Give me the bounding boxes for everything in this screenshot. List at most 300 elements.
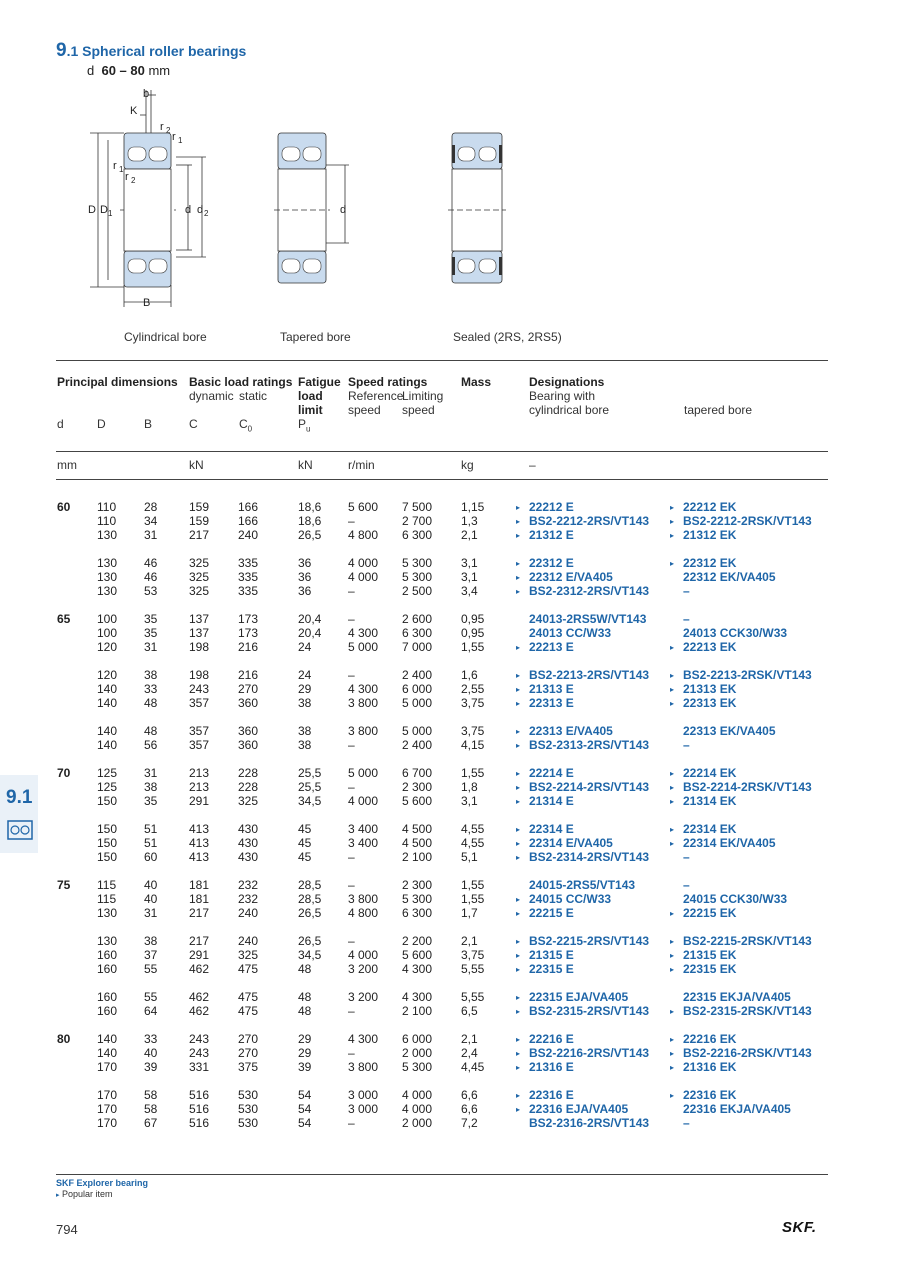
popular-marker: ▸: [516, 517, 521, 526]
cell-sr: –: [348, 850, 355, 864]
svg-text:1: 1: [178, 136, 183, 145]
cell-B: 39: [144, 1060, 158, 1074]
cell-B: 35: [144, 626, 158, 640]
cell-sl: 5 300: [402, 1060, 433, 1074]
designation-text: 22313 E/VA405: [529, 724, 613, 738]
cell-m: 0,95: [461, 612, 485, 626]
cell-tapered-designation: [670, 990, 791, 1004]
designation-text: 22212 EK: [683, 500, 737, 514]
cell-B: 33: [144, 682, 158, 696]
cell-C0: 325: [238, 948, 259, 962]
cell-m: 1,3: [461, 514, 478, 528]
cell-sl: 4 500: [402, 836, 433, 850]
cell-D: 140: [97, 696, 118, 710]
popular-marker: ▸: [516, 573, 521, 582]
cell-C0: 475: [238, 962, 259, 976]
designation-text: 21315 EK: [683, 948, 737, 962]
designation-text: BS2-2212-2RS/VT143: [529, 514, 650, 528]
cell-cylindrical-designation: [516, 682, 574, 697]
cell-C0: 530: [238, 1088, 259, 1102]
cell-B: 48: [144, 724, 158, 738]
hdr-reference: Reference: [348, 389, 404, 403]
cell-tapered-designation: [670, 696, 736, 711]
svg-text:1: 1: [119, 165, 124, 174]
cell-B: 33: [144, 1032, 158, 1046]
cell-B: 40: [144, 892, 158, 906]
cell-tapered-designation: [670, 1102, 791, 1116]
popular-marker: ▸: [516, 587, 521, 596]
cell-D: 130: [97, 934, 118, 948]
cell-C: 357: [189, 738, 210, 752]
hdr-limiting: Limiting: [402, 389, 444, 403]
cell-B: 35: [144, 794, 158, 808]
cell-Pu: 20,4: [298, 626, 322, 640]
designation-text: 22315 EJA/VA405: [529, 990, 629, 1004]
cell-B: 28: [144, 500, 158, 514]
cell-sl: 4 300: [402, 962, 433, 976]
sealed-bearing-drawing: [445, 85, 525, 295]
hdr-dynamic: dynamic: [189, 389, 234, 403]
cell-C: 217: [189, 934, 210, 948]
table-row: [0, 738, 900, 752]
cell-sl: 2 100: [402, 1004, 433, 1018]
cell-D: 170: [97, 1116, 118, 1130]
cell-Pu: 18,6: [298, 500, 322, 514]
cell-tapered-designation: [670, 1032, 736, 1047]
cell-cylindrical-designation: [516, 906, 574, 921]
cell-sr: –: [348, 780, 355, 794]
cell-B: 40: [144, 878, 158, 892]
cell-tapered-designation: [670, 948, 736, 963]
cell-Pu: 54: [298, 1116, 312, 1130]
designation-text: 21316 EK: [683, 1060, 737, 1074]
cell-sl: 2 500: [402, 584, 433, 598]
cell-C: 516: [189, 1088, 210, 1102]
cell-sr: 3 800: [348, 892, 379, 906]
cell-m: 1,55: [461, 766, 485, 780]
cell-sr: 4 000: [348, 556, 379, 570]
cell-D: 115: [97, 878, 117, 892]
cell-C: 325: [189, 556, 210, 570]
caption-sealed: Sealed (2RS, 2RS5): [453, 330, 562, 344]
popular-marker: ▸: [516, 951, 521, 960]
popular-marker: ▸: [670, 685, 675, 694]
cell-C0: 270: [238, 1032, 259, 1046]
cell-cylindrical-designation: [516, 528, 574, 543]
cell-Pu: 29: [298, 682, 312, 696]
cell-sl: 2 100: [402, 850, 433, 864]
popular-marker: ▸: [670, 839, 675, 848]
hdr-static: static: [239, 389, 268, 403]
unit-kg: kg: [461, 458, 474, 472]
table-row: [0, 948, 900, 962]
cell-tapered-designation: [670, 584, 690, 598]
cell-B: 51: [144, 836, 158, 850]
cell-C0: 166: [238, 514, 259, 528]
table-row: [0, 514, 900, 528]
cell-cylindrical-designation: [516, 836, 613, 851]
table-row: [0, 626, 900, 640]
cell-m: 3,1: [461, 794, 478, 808]
popular-marker: ▸: [670, 797, 675, 806]
designation-text: 22216 E: [529, 1032, 574, 1046]
cell-m: 6,6: [461, 1102, 478, 1116]
popular-marker: ▸: [516, 1063, 521, 1072]
cell-sl: 4 000: [402, 1088, 433, 1102]
cell-m: 2,1: [461, 1032, 478, 1046]
designation-text: 22316 EK: [683, 1088, 737, 1102]
cell-C0: 173: [238, 626, 259, 640]
designation-text: BS2-2212-2RSK/VT143: [683, 514, 812, 528]
cell-m: 3,1: [461, 570, 478, 584]
cell-tapered-designation: [670, 836, 776, 851]
designation-text: BS2-2315-2RSK/VT143: [683, 1004, 812, 1018]
popular-marker: ▸: [670, 769, 675, 778]
cell-sr: 3 800: [348, 724, 379, 738]
cell-D: 100: [97, 626, 118, 640]
cell-tapered-designation: [670, 766, 736, 781]
cell-C0: 360: [238, 696, 259, 710]
cell-B: 34: [144, 514, 158, 528]
cell-Pu: 48: [298, 990, 312, 1004]
cell-m: 1,15: [461, 500, 485, 514]
cell-B: 67: [144, 1116, 158, 1130]
table-row: [0, 696, 900, 710]
cell-sl: 5 000: [402, 696, 433, 710]
cell-Pu: 25,5: [298, 766, 322, 780]
cell-B: 31: [144, 640, 158, 654]
designation-text: 22316 E: [529, 1088, 574, 1102]
cell-D: 120: [97, 640, 118, 654]
cell-sr: 4 000: [348, 570, 379, 584]
designation-text: 24013-2RS5W/VT143: [529, 612, 647, 626]
cell-Pu: 26,5: [298, 934, 322, 948]
popular-marker: ▸: [670, 503, 675, 512]
svg-text:2: 2: [131, 176, 136, 185]
designation-text: BS2-2315-2RS/VT143: [529, 1004, 650, 1018]
hdr-reference-speed: speed: [348, 403, 381, 417]
cell-sr: 3 400: [348, 836, 379, 850]
cell-m: 1,55: [461, 640, 485, 654]
cell-Pu: 34,5: [298, 794, 322, 808]
designation-text: 22313 EK: [683, 696, 737, 710]
table-row: [0, 724, 900, 738]
cell-C: 291: [189, 948, 210, 962]
cell-Pu: 54: [298, 1102, 312, 1116]
cell-D: 110: [97, 500, 117, 514]
popular-marker: ▸: [670, 1049, 675, 1058]
cell-m: 3,75: [461, 696, 485, 710]
cell-C: 462: [189, 1004, 210, 1018]
cell-sr: 5 600: [348, 500, 379, 514]
cell-D: 140: [97, 724, 118, 738]
popular-marker: ▸: [516, 685, 521, 694]
popular-marker: ▸: [670, 937, 675, 946]
cell-C0: 430: [238, 822, 259, 836]
cell-sr: 3 800: [348, 696, 379, 710]
cell-sl: 4 500: [402, 822, 433, 836]
designation-text: 22314 E: [529, 822, 574, 836]
cell-Pu: 36: [298, 584, 312, 598]
cell-tapered-designation: [670, 514, 812, 529]
cell-C: 325: [189, 584, 210, 598]
header-rule: [56, 451, 828, 452]
cell-cylindrical-designation: [516, 696, 574, 711]
designation-text: 22312 EK: [683, 556, 737, 570]
hdr-fatigue-load: load: [298, 389, 323, 403]
designation-text: 21312 E: [529, 528, 574, 542]
popular-marker: ▸: [516, 797, 521, 806]
table-row: [0, 780, 900, 794]
cell-Pu: 48: [298, 962, 312, 976]
cell-sr: –: [348, 934, 355, 948]
cell-tapered-designation: [670, 794, 736, 809]
cell-m: 4,55: [461, 822, 485, 836]
unit-rmin: r/min: [348, 458, 375, 472]
cell-m: 3,4: [461, 584, 478, 598]
cell-B: 58: [144, 1088, 158, 1102]
cell-C0: 270: [238, 1046, 259, 1060]
designation-text: 22213 EK: [683, 640, 737, 654]
popular-marker: ▸: [516, 1049, 521, 1058]
cell-tapered-designation: [670, 822, 736, 837]
svg-text:D: D: [88, 204, 96, 216]
popular-marker: ▸: [670, 1091, 675, 1100]
cell-C0: 232: [238, 878, 259, 892]
cell-sr: –: [348, 1046, 355, 1060]
hdr-principal: Principal dimensions: [57, 375, 178, 389]
cell-D: 170: [97, 1088, 118, 1102]
designation-text: BS2-2314-2RS/VT143: [529, 850, 650, 864]
cell-tapered-designation: [670, 528, 736, 543]
cell-sl: 6 300: [402, 906, 433, 920]
cell-sr: 3 000: [348, 1102, 379, 1116]
popular-marker: ▸: [516, 1105, 521, 1114]
tapered-bore-drawing: [270, 85, 370, 295]
cell-C0: 360: [238, 724, 259, 738]
cell-C: 357: [189, 696, 210, 710]
cell-tapered-designation: [670, 738, 690, 752]
designation-text: BS2-2312-2RS/VT143: [529, 584, 650, 598]
popular-marker: ▸: [670, 909, 675, 918]
table-row: [0, 1060, 900, 1074]
popular-marker: ▸: [516, 825, 521, 834]
cell-sl: 2 400: [402, 738, 433, 752]
cell-C: 213: [189, 766, 210, 780]
table-row: [0, 528, 900, 542]
cell-tapered-designation: [670, 878, 690, 892]
cell-m: 1,8: [461, 780, 478, 794]
cell-D: 170: [97, 1060, 118, 1074]
popular-marker: ▸: [670, 517, 675, 526]
popular-marker: ▸: [516, 1007, 521, 1016]
designation-text: 22314 E/VA405: [529, 836, 613, 850]
cell-sr: –: [348, 584, 355, 598]
designation-text: BS2-2216-2RSK/VT143: [683, 1046, 812, 1060]
cell-D: 130: [97, 570, 118, 584]
cell-C0: 475: [238, 990, 259, 1004]
popular-marker: ▸: [670, 699, 675, 708]
cell-Pu: 18,6: [298, 514, 322, 528]
cell-C: 137: [189, 626, 210, 640]
popular-marker: ▸: [516, 993, 521, 1002]
svg-text:1: 1: [108, 209, 113, 218]
cell-tapered-designation: [670, 556, 736, 571]
cell-C: 217: [189, 528, 210, 542]
table-row: [0, 822, 900, 836]
designation-text: BS2-2216-2RS/VT143: [529, 1046, 650, 1060]
cell-Pu: 24: [298, 640, 312, 654]
cell-tapered-designation: [670, 1116, 690, 1130]
designation-text: –: [683, 738, 690, 752]
svg-text:r: r: [125, 171, 129, 183]
cell-m: 0,95: [461, 626, 485, 640]
cell-tapered-designation: [670, 668, 812, 683]
cell-tapered-designation: [670, 1088, 736, 1103]
units-rule: [56, 479, 828, 480]
designation-text: BS2-2316-2RS/VT143: [529, 1116, 650, 1130]
popular-marker: ▸: [670, 671, 675, 680]
cell-sr: 4 800: [348, 906, 379, 920]
hdr-designations: Designations: [529, 375, 605, 389]
footer-rule: [56, 1174, 828, 1175]
cell-D: 150: [97, 822, 118, 836]
cell-tapered-designation: [670, 850, 690, 864]
svg-text:2: 2: [166, 126, 171, 135]
cell-C0: 240: [238, 906, 259, 920]
caption-cylindrical: Cylindrical bore: [124, 330, 207, 344]
popular-marker: ▸: [516, 965, 521, 974]
cell-C0: 335: [238, 556, 259, 570]
cell-sr: 4 000: [348, 948, 379, 962]
popular-marker: ▸: [670, 825, 675, 834]
table-row: [0, 934, 900, 948]
bearing-icon: [6, 819, 34, 841]
cell-sl: 6 300: [402, 626, 433, 640]
table-row: [0, 1102, 900, 1116]
cell-C: 217: [189, 906, 210, 920]
designation-text: 22216 EK: [683, 1032, 737, 1046]
cell-B: 46: [144, 556, 158, 570]
table-row: [0, 836, 900, 850]
cell-m: 5,55: [461, 962, 485, 976]
cell-sr: 4 300: [348, 1032, 379, 1046]
cell-D: 150: [97, 794, 118, 808]
cell-sl: 5 000: [402, 724, 433, 738]
cell-Pu: 29: [298, 1032, 312, 1046]
cell-sr: 3 200: [348, 962, 379, 976]
unit-dash: –: [529, 458, 536, 472]
cell-D: 170: [97, 1102, 118, 1116]
cell-Pu: 36: [298, 556, 312, 570]
designation-text: 22214 EK: [683, 766, 737, 780]
cell-C: 516: [189, 1102, 210, 1116]
cell-C0: 232: [238, 892, 259, 906]
table-row: [0, 906, 900, 920]
cell-B: 51: [144, 822, 158, 836]
designation-text: 22212 E: [529, 500, 574, 514]
cell-tapered-designation: [670, 962, 736, 977]
cell-C: 516: [189, 1116, 210, 1130]
cell-m: 5,55: [461, 990, 485, 1004]
table-row: [0, 556, 900, 570]
cell-m: 4,45: [461, 1060, 485, 1074]
designation-text: 22312 E/VA405: [529, 570, 613, 584]
cell-cylindrical-designation: [516, 822, 574, 837]
table-row: [0, 1088, 900, 1102]
cell-sl: 2 300: [402, 878, 433, 892]
cell-cylindrical-designation: [516, 878, 635, 892]
table-row: [0, 794, 900, 808]
cell-D: 115: [97, 892, 117, 906]
table-row: [0, 1116, 900, 1130]
hdr-speed: Speed ratings: [348, 375, 428, 389]
cell-C: 198: [189, 640, 210, 654]
table-row: [0, 612, 900, 626]
cell-cylindrical-designation: [516, 1102, 628, 1117]
svg-text:K: K: [130, 105, 138, 117]
svg-text:B: B: [143, 297, 151, 309]
table-row: [0, 892, 900, 906]
cell-B: 56: [144, 738, 158, 752]
cell-sl: 5 600: [402, 948, 433, 962]
cell-d: 80: [57, 1032, 71, 1046]
cell-tapered-designation: [670, 500, 736, 515]
cell-D: 100: [97, 612, 118, 626]
cell-d: 75: [57, 878, 71, 892]
cell-tapered-designation: [670, 892, 787, 906]
popular-marker: ▸: [516, 727, 521, 736]
cell-sl: 5 600: [402, 794, 433, 808]
hdr-tap-bore: tapered bore: [684, 403, 753, 417]
cell-d: 70: [57, 766, 71, 780]
cell-C0: 240: [238, 528, 259, 542]
cell-sl: 2 000: [402, 1046, 433, 1060]
designation-text: 22315 E: [529, 962, 574, 976]
designation-text: 22312 E: [529, 556, 574, 570]
cell-Pu: 28,5: [298, 878, 322, 892]
designation-text: 24015 CC/W33: [529, 892, 612, 906]
top-rule: [56, 360, 828, 361]
cell-Pu: 54: [298, 1088, 312, 1102]
cell-m: 6,6: [461, 1088, 478, 1102]
cell-sl: 6 700: [402, 766, 433, 780]
cell-C0: 166: [238, 500, 259, 514]
table-row: [0, 500, 900, 514]
sym-C: C: [189, 417, 198, 431]
designation-text: –: [683, 1116, 690, 1130]
cell-Pu: 38: [298, 724, 312, 738]
cell-cylindrical-designation: [516, 1060, 574, 1075]
cell-C0: 530: [238, 1102, 259, 1116]
svg-text:d: d: [340, 204, 347, 216]
table-row: [0, 850, 900, 864]
popular-marker: ▸: [670, 531, 675, 540]
cell-tapered-designation: [670, 934, 812, 949]
cell-C0: 270: [238, 682, 259, 696]
cell-cylindrical-designation: [516, 584, 649, 599]
skf-logo: SKF.: [782, 1219, 817, 1236]
cell-tapered-designation: [670, 626, 787, 640]
designation-text: BS2-2215-2RSK/VT143: [683, 934, 812, 948]
hdr-limiting-speed: speed: [402, 403, 435, 417]
table-row: [0, 962, 900, 976]
cell-Pu: 28,5: [298, 892, 322, 906]
cell-sr: 4 300: [348, 626, 379, 640]
cell-cylindrical-designation: [516, 962, 574, 977]
cell-C0: 360: [238, 738, 259, 752]
cell-D: 130: [97, 556, 118, 570]
